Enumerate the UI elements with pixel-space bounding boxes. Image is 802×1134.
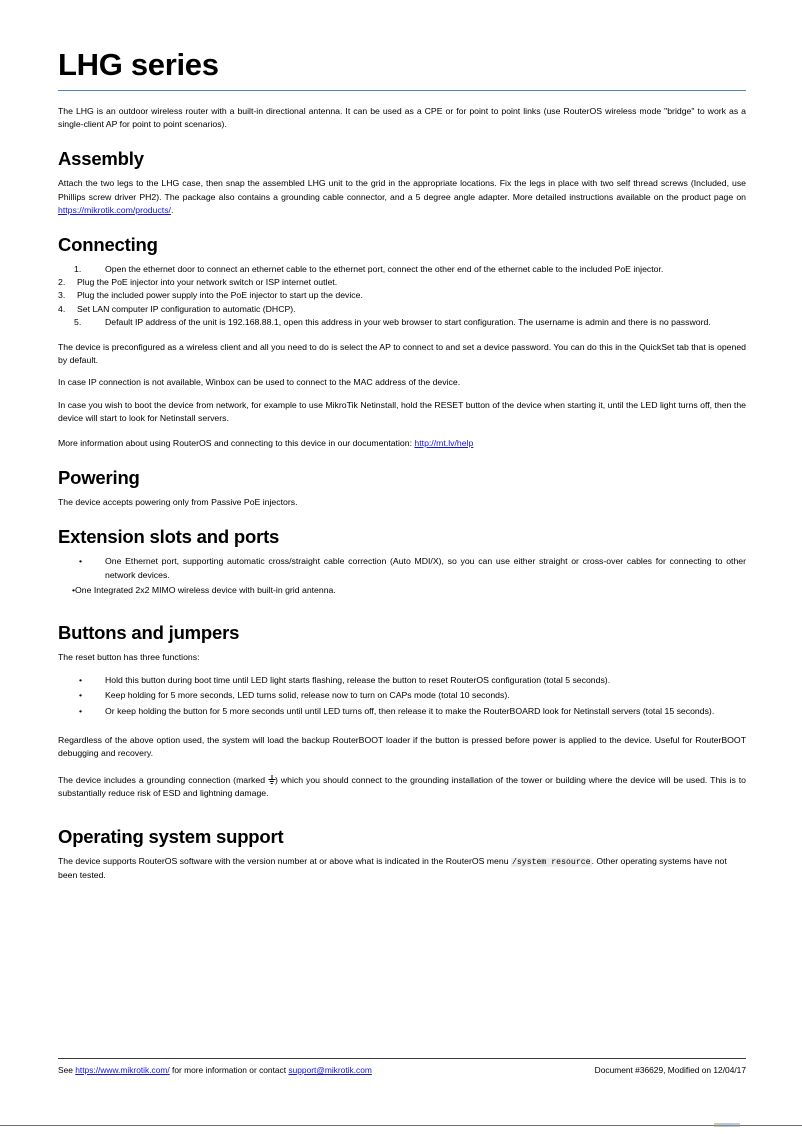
extension-bullets-list <box>58 555 746 597</box>
routeros-menu-path: /system resource <box>511 857 591 867</box>
list-item <box>58 303 746 316</box>
list-item-text: Default IP address of the unit is 192.168.88.1, open this address in your web browser to start configuration. The username is admin and there is no password. <box>105 316 711 327</box>
support-email-link[interactable]: support@mikrotik.com <box>288 1065 372 1075</box>
list-marker: 2. <box>58 277 66 288</box>
list-item-text: One Integrated 2x2 MIMO wireless device with built-in grid antenna. <box>75 584 336 595</box>
footer-divider <box>58 1058 746 1059</box>
list-item-text: Keep holding for 5 more seconds, LED turns solid, release now to turn on CAPs mode (total 10 seconds). <box>105 690 510 701</box>
grounding-text-after: ) which you should connect to the grounding installation of the tower or building where the device will be used. This is to substantially reduce risk of ESD and lightning damage. <box>58 775 746 799</box>
document-content <box>58 46 746 891</box>
documentation-text: More information about using RouterOS and connecting to this device in our documentation: <box>58 438 415 449</box>
winbox-paragraph: In case IP connection is not available, Winbox can be used to connect to the MAC address of the device. <box>58 377 461 388</box>
list-item-text: One Ethernet port, supporting automatic cross/straight cable correction (Auto MDI/X), so you can use either straight or cross-over cables for connecting to other network devices. <box>105 556 746 580</box>
mikrotik-site-link[interactable]: https://www.mikrotik.com/ <box>75 1065 170 1075</box>
intro-paragraph: The LHG is an outdoor wireless router with a built-in directional antenna. It can be used as a CPE or for point to point links (use RouterOS wireless mode "bridge" to work as a single-client AP for point to point scenarios). <box>58 106 746 130</box>
grounding-text-before: The device includes a grounding connection (marked <box>58 775 268 786</box>
netinstall-paragraph: In case you wish to boot the device from network, for example to use MikroTik Netinstall, hold the RESET button of the device when starting it, until the LED light turns off, then the device will start to look for Netinstall servers. <box>58 399 746 423</box>
list-item <box>58 584 746 597</box>
list-item <box>58 289 746 302</box>
bullet-icon: • <box>72 584 76 595</box>
list-item <box>58 705 746 718</box>
footer-document-info: Document #36629, Modified on 12/04/17 <box>594 1065 746 1075</box>
routerboot-paragraph: Regardless of the above option used, the system will load the backup RouterBOOT loader if the button is pressed before power is applied to the device. Useful for RouterBOOT debugging and recovery. <box>58 734 746 759</box>
list-marker: 5. <box>74 316 82 327</box>
list-item <box>58 276 746 289</box>
heading-connecting: Connecting <box>58 234 158 256</box>
title-divider <box>58 90 746 91</box>
heading-powering: Powering <box>58 467 140 489</box>
list-item-text: Open the ethernet door to connect an ethernet cable to the ethernet port, connect the other end of the ethernet cable to the included PoE injector. <box>105 264 664 275</box>
documentation-paragraph <box>58 437 746 450</box>
os-support-paragraph <box>58 855 746 882</box>
reset-functions-list <box>58 674 746 718</box>
earth-ground-icon <box>268 775 275 784</box>
list-item-text: Hold this button during boot time until LED light starts flashing, release the button to reset RouterOS configuration (total 5 seconds). <box>105 675 611 686</box>
list-item <box>58 555 746 581</box>
heading-os-support: Operating system support <box>58 825 284 847</box>
products-page-link[interactable]: https://mikrotik.com/products/ <box>58 204 171 215</box>
footer-mid-label: for more information or contact <box>169 1065 289 1075</box>
list-marker: 4. <box>58 303 66 314</box>
quickset-paragraph: The device is preconfigured as a wireless client and all you need to do is select the AP to connect to and set a device password. You can do this in the QuickSet tab that is opened by default. <box>58 342 746 366</box>
grounding-paragraph <box>58 774 746 800</box>
list-item <box>58 689 746 702</box>
page-title: LHG series <box>58 47 219 82</box>
list-item-text: Plug the included power supply into the PoE injector to start up the device. <box>77 290 363 301</box>
reset-button-intro: The reset button has three functions: <box>58 652 200 663</box>
heading-buttons-jumpers: Buttons and jumpers <box>58 622 240 644</box>
assembly-paragraph <box>58 177 746 217</box>
list-marker: 3. <box>58 290 66 301</box>
list-item <box>58 674 746 687</box>
connecting-steps-list <box>58 263 746 329</box>
heading-extension-slots: Extension slots and ports <box>58 526 280 548</box>
bullet-icon: • <box>79 690 83 701</box>
powering-paragraph: The device accepts powering only from Passive PoE injectors. <box>58 497 298 508</box>
bullet-icon: • <box>79 675 83 686</box>
list-item <box>58 316 746 329</box>
list-item-text: Set LAN computer IP configuration to automatic (DHCP). <box>77 303 296 314</box>
assembly-text-after: . <box>170 204 174 215</box>
list-item <box>58 263 746 276</box>
os-support-text-before: The device supports RouterOS software with the version number at or above what is indicated in the RouterOS menu <box>58 855 511 866</box>
footer-contact-line <box>58 1064 372 1076</box>
list-item-text: Plug the PoE injector into your network switch or ISP internet outlet. <box>77 277 338 288</box>
bullet-icon: • <box>79 556 83 567</box>
page-footer <box>58 1058 746 1076</box>
list-item-text: Or keep holding the button for 5 more seconds until until LED turns off, then release it to make the RouterBOARD look for Netinstall servers (total 15 seconds). <box>105 705 715 716</box>
os-support-text-after: . Other operating systems have not been tested. <box>58 855 727 880</box>
footer-row <box>58 1064 746 1076</box>
list-marker: 1. <box>74 264 82 275</box>
page-bottom-divider <box>0 1125 802 1126</box>
page-bottom-marker <box>714 1123 740 1127</box>
documentation-link[interactable]: http://mt.lv/help <box>414 438 474 449</box>
footer-see-label: See <box>58 1065 76 1075</box>
assembly-text-before: Attach the two legs to the LHG case, then snap the assembled LHG unit to the grid in the appropriate locations. Fix the legs in place with two self thread screws (Included, use Phillips screw driver PH2). The package also contains a grounding cable connector, and a 5 degree angle adapter. More detailed instructions available on the product page on <box>58 178 746 202</box>
heading-assembly: Assembly <box>58 148 144 170</box>
bullet-icon: • <box>79 705 83 716</box>
